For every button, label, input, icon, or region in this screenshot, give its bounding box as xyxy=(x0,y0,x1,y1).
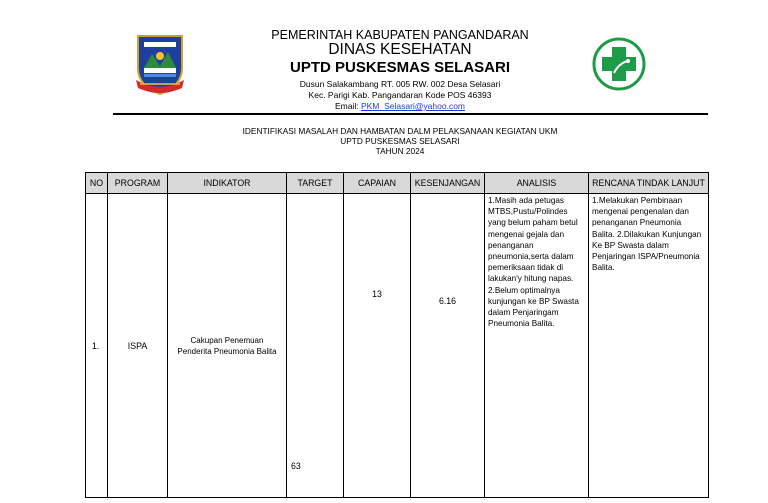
cell-target: 63 xyxy=(287,194,344,498)
pangandaran-regency-crest-icon xyxy=(134,34,186,96)
cell-analisis: 1.Masih ada petugas MTBS,Pustu/Polindes yang belum paham betul mengenai gejala dan penanganan pneumonia,serta dalam pemeriksaan tidak di lakukan'y hitung napas. 2.Belum optimalnya kunjungan ke BP Swasta dalam Penjaringam Pneumonia Balita. xyxy=(485,194,589,498)
health-cross-logo-icon xyxy=(592,37,646,91)
document-title: IDENTIFIKASI MASALAH DAN HAMBATAN DALM PELAKSANAAN KEGIATAN UKM xyxy=(242,126,558,136)
letterhead-address-line2: Kec. Parigi Kab. Pangandaran Kode POS 46393 xyxy=(308,90,492,100)
header-no: NO xyxy=(86,173,108,194)
cell-capaian: 13 xyxy=(344,194,411,498)
header-program: PROGRAM xyxy=(108,173,168,194)
header-kesenjangan: KESENJANGAN xyxy=(411,173,485,194)
email-label: Email: xyxy=(334,101,359,111)
cell-rencana: 1.Melakukan Pembinaan mengenai pengenalan dan penanganan Pneumonia Balita. 2.Dilakukan Kunjungan Ke BP Swasta dalam Penjaringan ISPA/Pneumonia Balita. xyxy=(589,194,709,498)
cell-kesenjangan: 6.16 xyxy=(411,194,485,498)
cell-program: ISPA xyxy=(108,194,168,498)
table-header-row xyxy=(86,173,709,194)
table-row xyxy=(86,194,709,498)
header-target: TARGET xyxy=(287,173,344,194)
letterhead-government-line: PEMERINTAH KABUPATEN PANGANDARAN xyxy=(271,28,529,42)
cell-indikator: Cakupan Penemuan Penderita Pneumonia Balita xyxy=(168,194,287,498)
letterhead-agency-line: DINAS KESEHATAN xyxy=(328,41,472,58)
header-indikator: INDIKATOR xyxy=(168,173,287,194)
letterhead-puskesmas-line: UPTD PUSKESMAS SELASARI xyxy=(289,59,511,76)
ukm-problem-table xyxy=(85,172,709,498)
letterhead-address-line1: Dusun Salakambang RT. 005 RW. 002 Desa Selasari xyxy=(299,79,501,89)
letterhead-email-line xyxy=(200,101,600,111)
cell-no: 1. xyxy=(86,194,108,498)
header-capaian: CAPAIAN xyxy=(344,173,411,194)
header-analisis: ANALISIS xyxy=(485,173,589,194)
letterhead-divider xyxy=(113,113,708,115)
header-rencana: RENCANA TINDAK LANJUT xyxy=(589,173,709,194)
email-link[interactable]: PKM_Selasari@yahoo.com xyxy=(360,101,466,111)
document-subtitle: UPTD PUSKESMAS SELASARI xyxy=(340,136,460,146)
document-year: TAHUN 2024 xyxy=(375,146,425,156)
